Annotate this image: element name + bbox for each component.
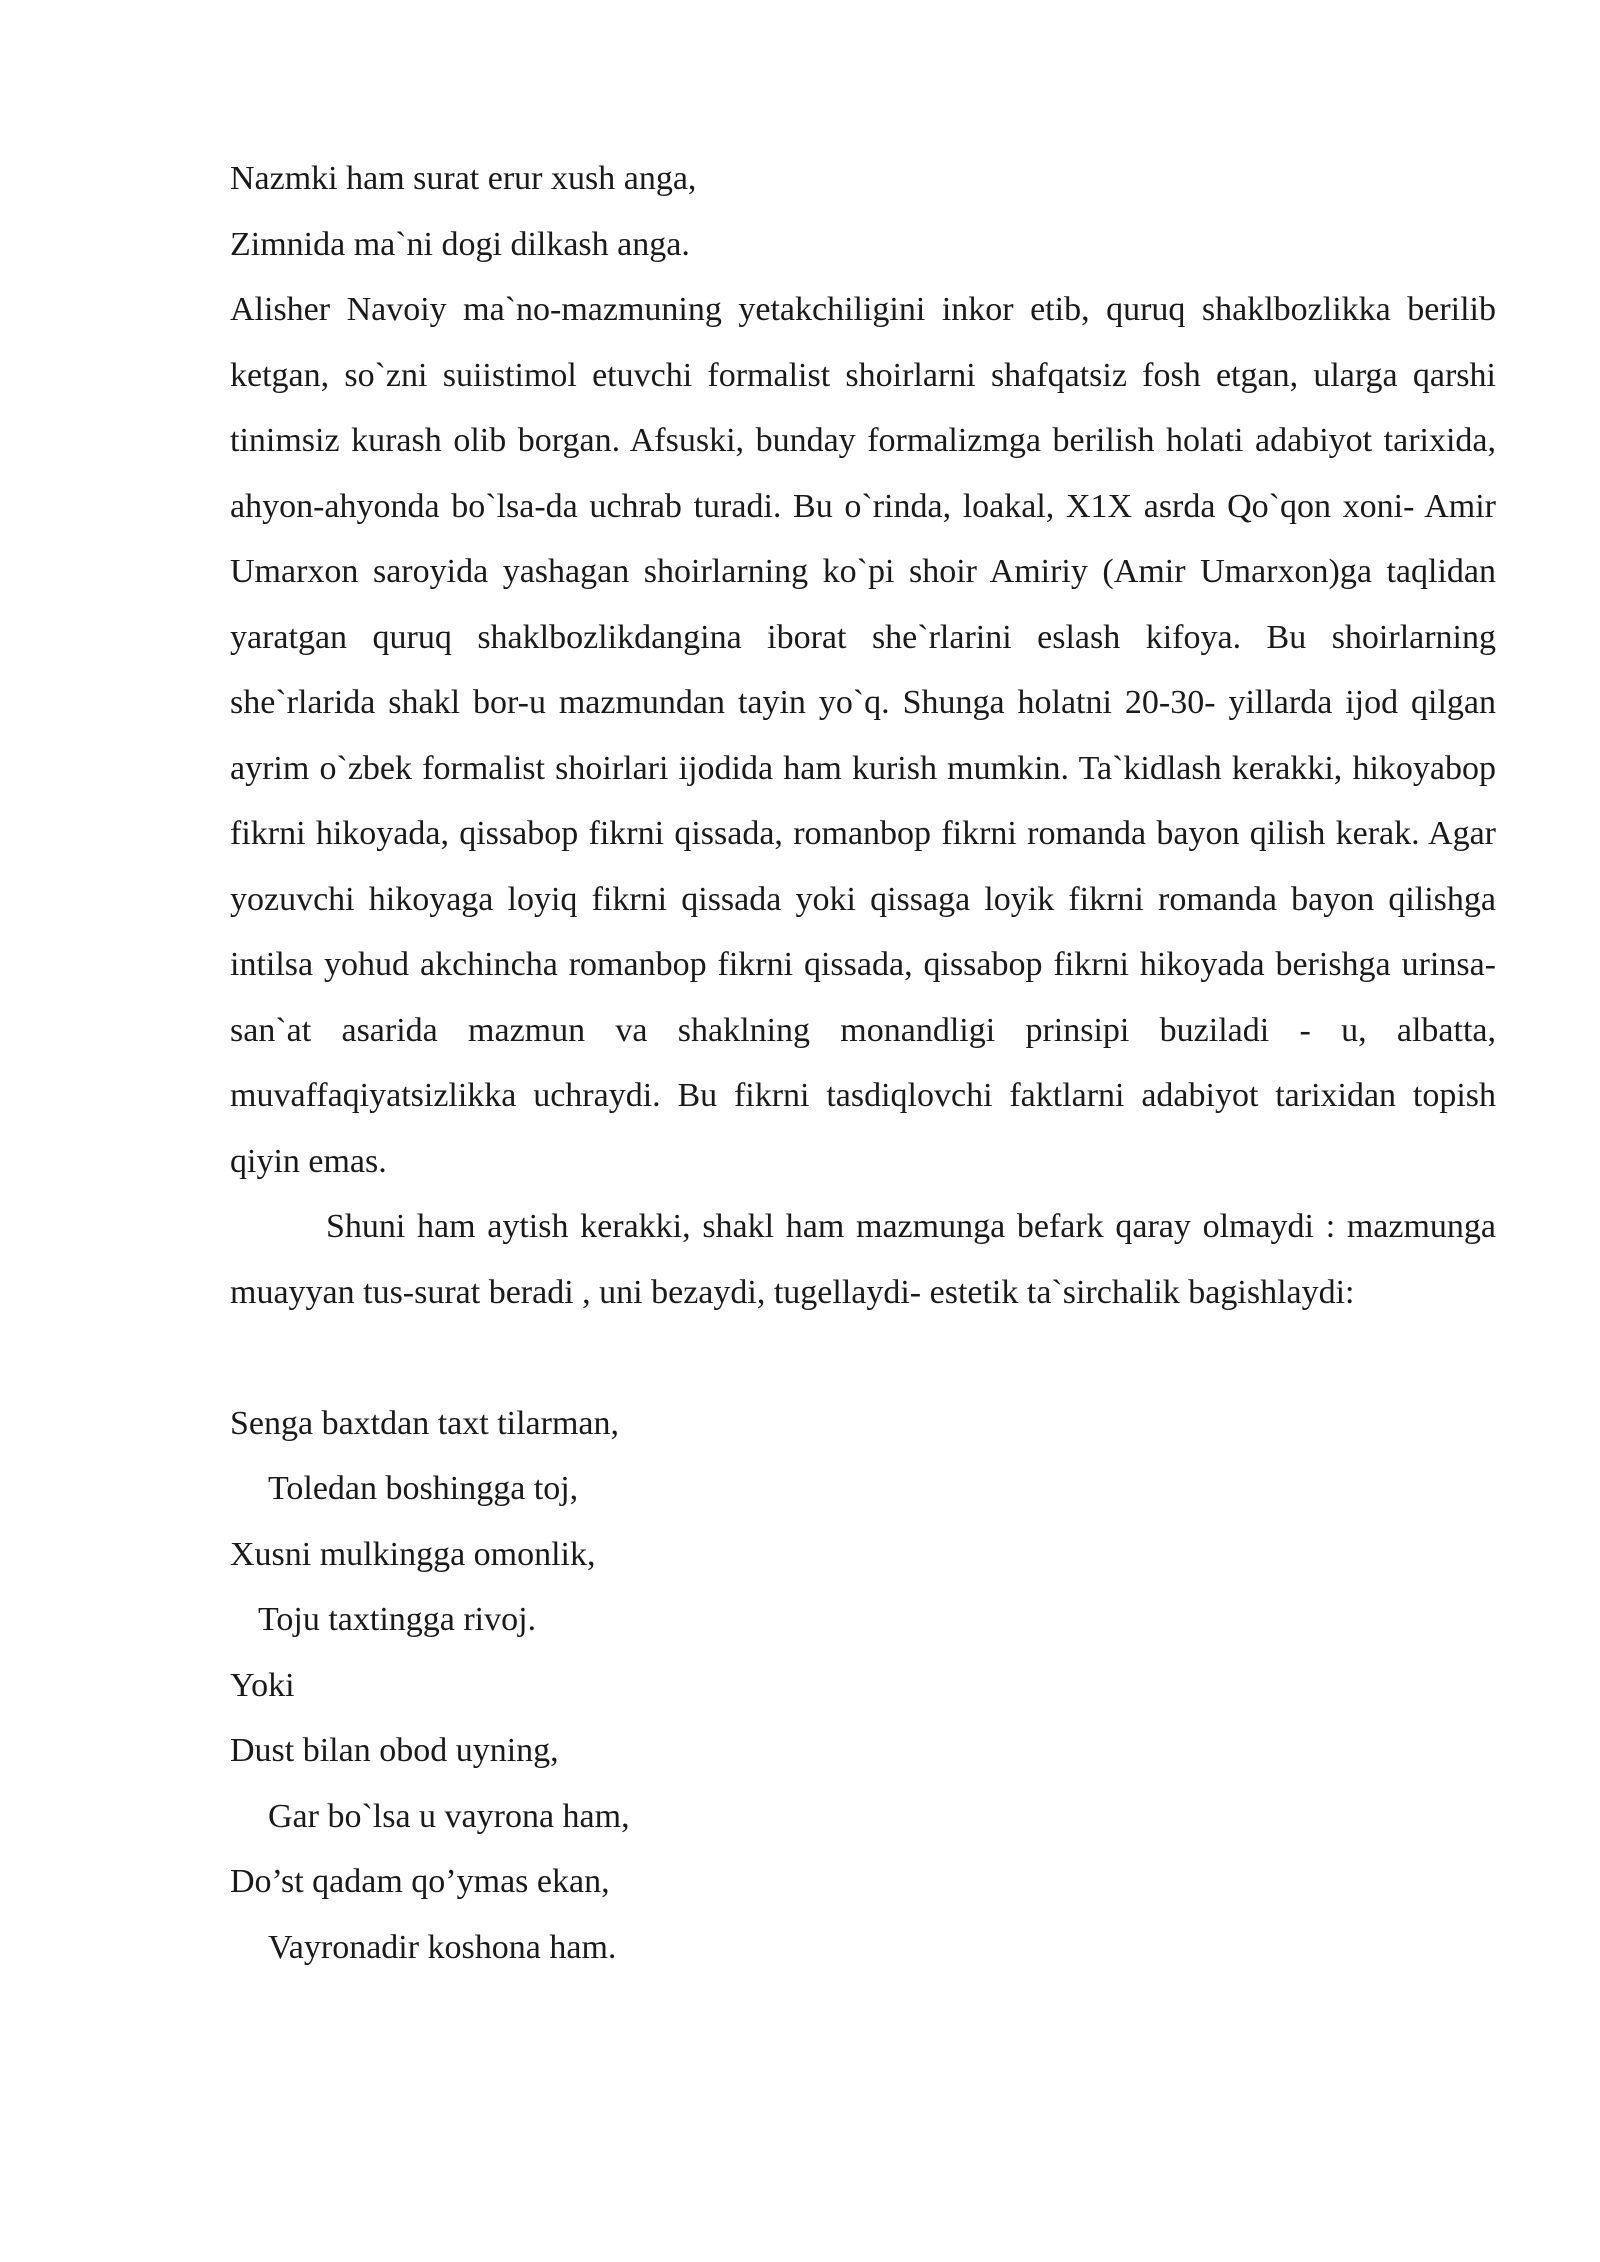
separator-word: Yoki: [230, 1666, 295, 1704]
opening-verse-line-1: Nazmki ham surat erur xush anga,: [230, 160, 697, 197]
body-paragraph-1: Alisher Navoiy ma`no-mazmuning yetakchiligini inkor etib, quruq shaklbozlikka berilib ketgan, so`zni suiistimol etuvchi formalist shoirlarni shafqatsiz fosh etgan, ularga qarshi tinimsiz kurash olib borgan. Afsuski, bunday formalizmga berilish holati adabiyot tarixida, ahyon-ahyonda bo`lsa-da uchrab turadi. Bu o`rinda, loakal, X1X asrda Qo`qon xoni- Amir Umarxon saroyida yashagan shoirlarning ko`pi shoir Amiriy (Amir Umarxon)ga taqlidan yaratgan quruq shaklbozlikdangina iborat she`rlarini eslash kifoya. Bu shoirlarning she`rlarida shakl bor-u mazmundan tayin yo`q. Shunga holatni 20-30- yillarda ijod qilgan ayrim o`zbek formalist shoirlari ijodida ham kurish mumkin. Ta`kidlash kerakki, hikoyabop fikrni hikoyada, qissabop fikrni qissada, romanbop fikrni romanda bayon qilish kerak. Agar yozuvchi hikoyaga loyiq fikrni qissada yoki qissaga loyik fikrni romanda bayon qilishga intilsa yohud akchincha romanbop fikrni qissada, qissabop fikrni hikoyada berishga urinsa- san`at asarida mazmun va shaklning monandligi prinsipi buziladi - u, albatta, muvaffaqiyatsizlikka uchraydi. Bu fikrni tasdiqlovchi faktlarni adabiyot tarixidan topish qiyin emas.: [230, 291, 1496, 1180]
body-paragraph-2: Shuni ham aytish kerakki, shakl ham mazmunga befark qaray olmaydi : mazmunga muayyan tus-surat beradi , uni bezaydi, tugellaydi- estetik ta`sirchalik bagishlaydi:: [230, 1208, 1496, 1311]
document-page: [230, 146, 1496, 1980]
verse-1-line-2: Toledan boshingga toj,: [268, 1470, 579, 1507]
verse-2-line-1: Dust bilan obod uyning,: [230, 1732, 559, 1769]
verse-1-line-3: Xusni mulkingga omonlik,: [230, 1535, 596, 1573]
verse-1-line-4: Toju taxtingga rivoj.: [258, 1601, 537, 1638]
verse-1-line-1: Senga baxtdan taxt tilarman,: [230, 1404, 619, 1442]
verse-2-line-4: Vayronadir koshona ham.: [268, 1928, 617, 1966]
verse-2-line-2: Gar bo`lsa u vayrona ham,: [268, 1797, 630, 1835]
opening-verse-line-2: Zimnida ma`ni dogi dilkash anga.: [230, 225, 690, 263]
blank-line: [230, 1325, 1496, 1391]
verse-2-line-3: Do’st qadam qo’ymas ekan,: [230, 1863, 610, 1900]
